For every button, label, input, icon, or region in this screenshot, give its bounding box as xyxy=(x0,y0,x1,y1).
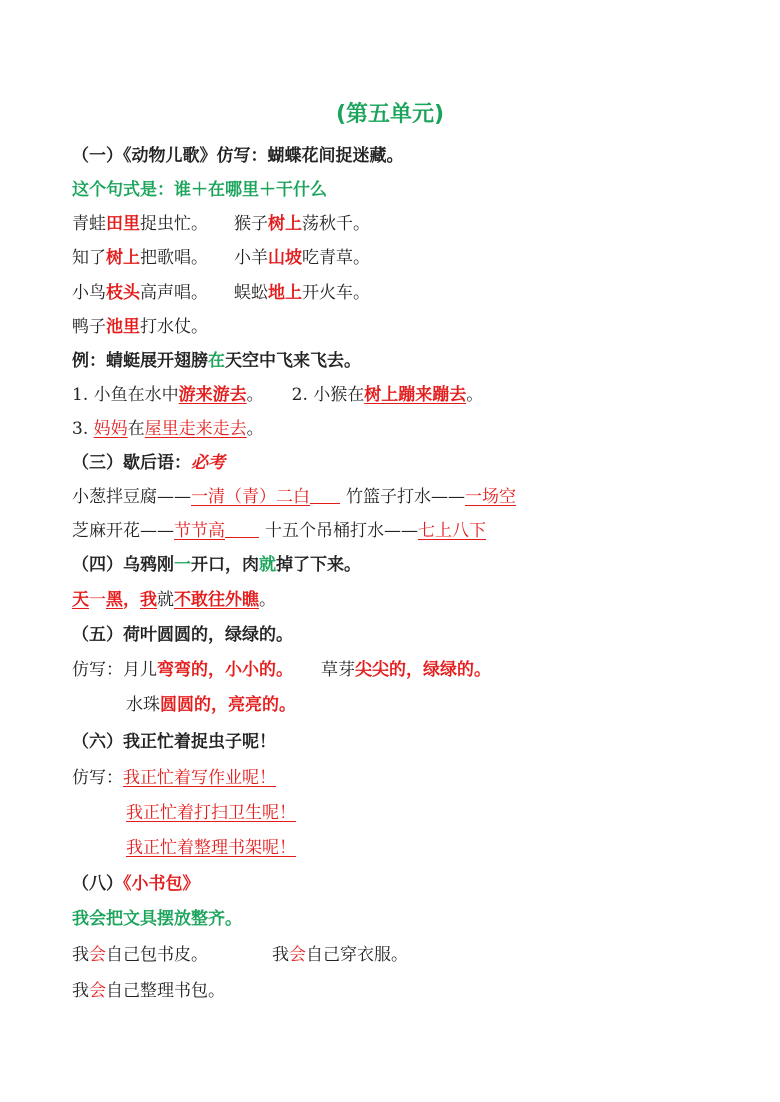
text: 开口，肉 xyxy=(191,555,259,575)
section-1-row-2 xyxy=(72,246,370,270)
text: 猴子 xyxy=(234,214,268,234)
section-1-row-3 xyxy=(72,281,370,305)
text: 捉虫忙。 xyxy=(140,214,208,234)
highlight: 山坡 xyxy=(268,248,302,268)
text: 。 xyxy=(246,385,264,405)
section-4-heading xyxy=(72,553,361,577)
text: 吃青草。 xyxy=(302,248,370,268)
section-4-answer xyxy=(72,588,276,612)
highlight: 会 xyxy=(289,945,306,965)
text: 自己穿衣服。 xyxy=(306,945,408,965)
text: 月儿 xyxy=(123,660,157,680)
text: 芝麻开花—— xyxy=(72,521,174,541)
text: 例：蜻蜓展开翅膀 xyxy=(72,351,208,371)
text: 。 xyxy=(246,419,264,439)
text: 知了 xyxy=(72,248,106,268)
text: 。 xyxy=(466,385,484,405)
highlight: 弯弯的，小小的。 xyxy=(157,660,293,680)
text: 我 xyxy=(72,945,89,965)
section-2-example xyxy=(72,349,361,373)
text: 就 xyxy=(157,590,174,610)
section-5-row-1 xyxy=(72,658,491,682)
label: 仿写： xyxy=(72,660,123,680)
answer: 七上八下 xyxy=(418,521,486,541)
section-8-row-1 xyxy=(72,943,408,967)
section-6-row-2 xyxy=(126,801,296,825)
highlight: 尖尖的，绿绿的。 xyxy=(355,660,491,680)
highlight: 会 xyxy=(89,981,106,1001)
text: 十五个吊桶打水—— xyxy=(265,521,418,541)
section-5-heading: （五）荷叶圆圆的，绿绿的。 xyxy=(72,625,293,645)
highlight: 田里 xyxy=(106,214,140,234)
highlight: 在 xyxy=(208,351,225,371)
answer: 一 xyxy=(89,590,106,610)
text: 2. 小猴在 xyxy=(291,385,365,405)
text: 青蛙 xyxy=(72,214,106,234)
section-8-row-2 xyxy=(72,979,225,1003)
text: （四）乌鸦刚 xyxy=(72,555,174,575)
section-1-pattern: 这个句式是：谁＋在哪里＋干什么 xyxy=(72,180,327,200)
answer: 节节高 xyxy=(174,521,225,541)
highlight: 就 xyxy=(259,555,276,575)
text: 草芽 xyxy=(321,660,355,680)
highlight: 会 xyxy=(89,945,106,965)
highlight: 树上 xyxy=(268,214,302,234)
section-3-row-2 xyxy=(72,519,486,543)
section-2-items-1-2 xyxy=(72,383,483,407)
text: 3. xyxy=(72,419,94,439)
text: 小鸟 xyxy=(72,283,106,303)
text: 在 xyxy=(127,419,145,439)
text: 我 xyxy=(272,945,289,965)
text: 竹篮子打水—— xyxy=(346,487,465,507)
text: （八） xyxy=(72,874,123,894)
section-6-heading: （六）我正忙着捉虫子呢！ xyxy=(72,732,276,752)
text: 1. 小鱼在水中 xyxy=(72,385,179,405)
section-3-row-1 xyxy=(72,485,516,509)
text: 天空中飞来飞去。 xyxy=(225,351,361,371)
answer: 我正忙着整理书架呢！ xyxy=(126,838,296,858)
section-8-heading xyxy=(72,872,200,896)
text: ， xyxy=(123,590,140,610)
answer: 一清（青）二白 xyxy=(191,487,310,507)
text: 小葱拌豆腐—— xyxy=(72,487,191,507)
answer: 我正忙着打扫卫生呢！ xyxy=(126,803,296,823)
highlight: 一 xyxy=(174,555,191,575)
text: 自己包书皮。 xyxy=(106,945,208,965)
highlight: 圆圆的，亮亮的。 xyxy=(160,695,296,715)
answer: 黑 xyxy=(106,590,123,610)
highlight: 树上 xyxy=(106,248,140,268)
highlight: 必考 xyxy=(191,453,225,473)
highlight: 池里 xyxy=(106,317,140,337)
section-5-row-2 xyxy=(126,693,296,717)
text: 掉了下来。 xyxy=(276,555,361,575)
answer: 屋里走来走去 xyxy=(144,419,247,439)
page-title: (第五单元) xyxy=(335,102,445,127)
text: 打水仗。 xyxy=(140,317,208,337)
highlight: 枝头 xyxy=(106,283,140,303)
text: 高声唱。 xyxy=(140,283,208,303)
answer: 不敢往外瞧 xyxy=(174,590,259,610)
text: 鸭子 xyxy=(72,317,106,337)
text: 荡秋千。 xyxy=(302,214,370,234)
section-8-sentence: 我会把文具摆放整齐。 xyxy=(72,909,242,929)
text: 自己整理书包。 xyxy=(106,981,225,1001)
answer: 天 xyxy=(72,590,89,610)
section-6-row-3 xyxy=(126,836,296,860)
answer: 树上蹦来蹦去 xyxy=(364,385,467,405)
text: 。 xyxy=(259,590,276,610)
highlight: 地上 xyxy=(268,283,302,303)
highlight: 《小书包》 xyxy=(123,874,200,894)
section-2-item-3 xyxy=(72,417,264,441)
answer: 妈妈 xyxy=(93,419,128,439)
section-1-row-4 xyxy=(72,315,208,339)
text: （三）歇后语： xyxy=(72,453,191,473)
answer: 我 xyxy=(140,590,157,610)
text: 小羊 xyxy=(234,248,268,268)
answer: 游来游去 xyxy=(178,385,247,405)
text: 蜈蚣 xyxy=(234,283,268,303)
text: 我 xyxy=(72,981,89,1001)
label: 仿写： xyxy=(72,768,123,788)
section-1-row-1 xyxy=(72,212,370,236)
answer: 一场空 xyxy=(465,487,516,507)
text: 水珠 xyxy=(126,695,160,715)
answer: 我正忙着写作业呢！ xyxy=(123,768,276,788)
section-3-heading xyxy=(72,451,225,475)
section-1-heading: （一）《动物儿歌》仿写：蝴蝶花间捉迷藏。 xyxy=(72,146,404,166)
text: 开火车。 xyxy=(302,283,370,303)
section-6-row-1 xyxy=(72,766,276,790)
text: 把歌唱。 xyxy=(140,248,208,268)
